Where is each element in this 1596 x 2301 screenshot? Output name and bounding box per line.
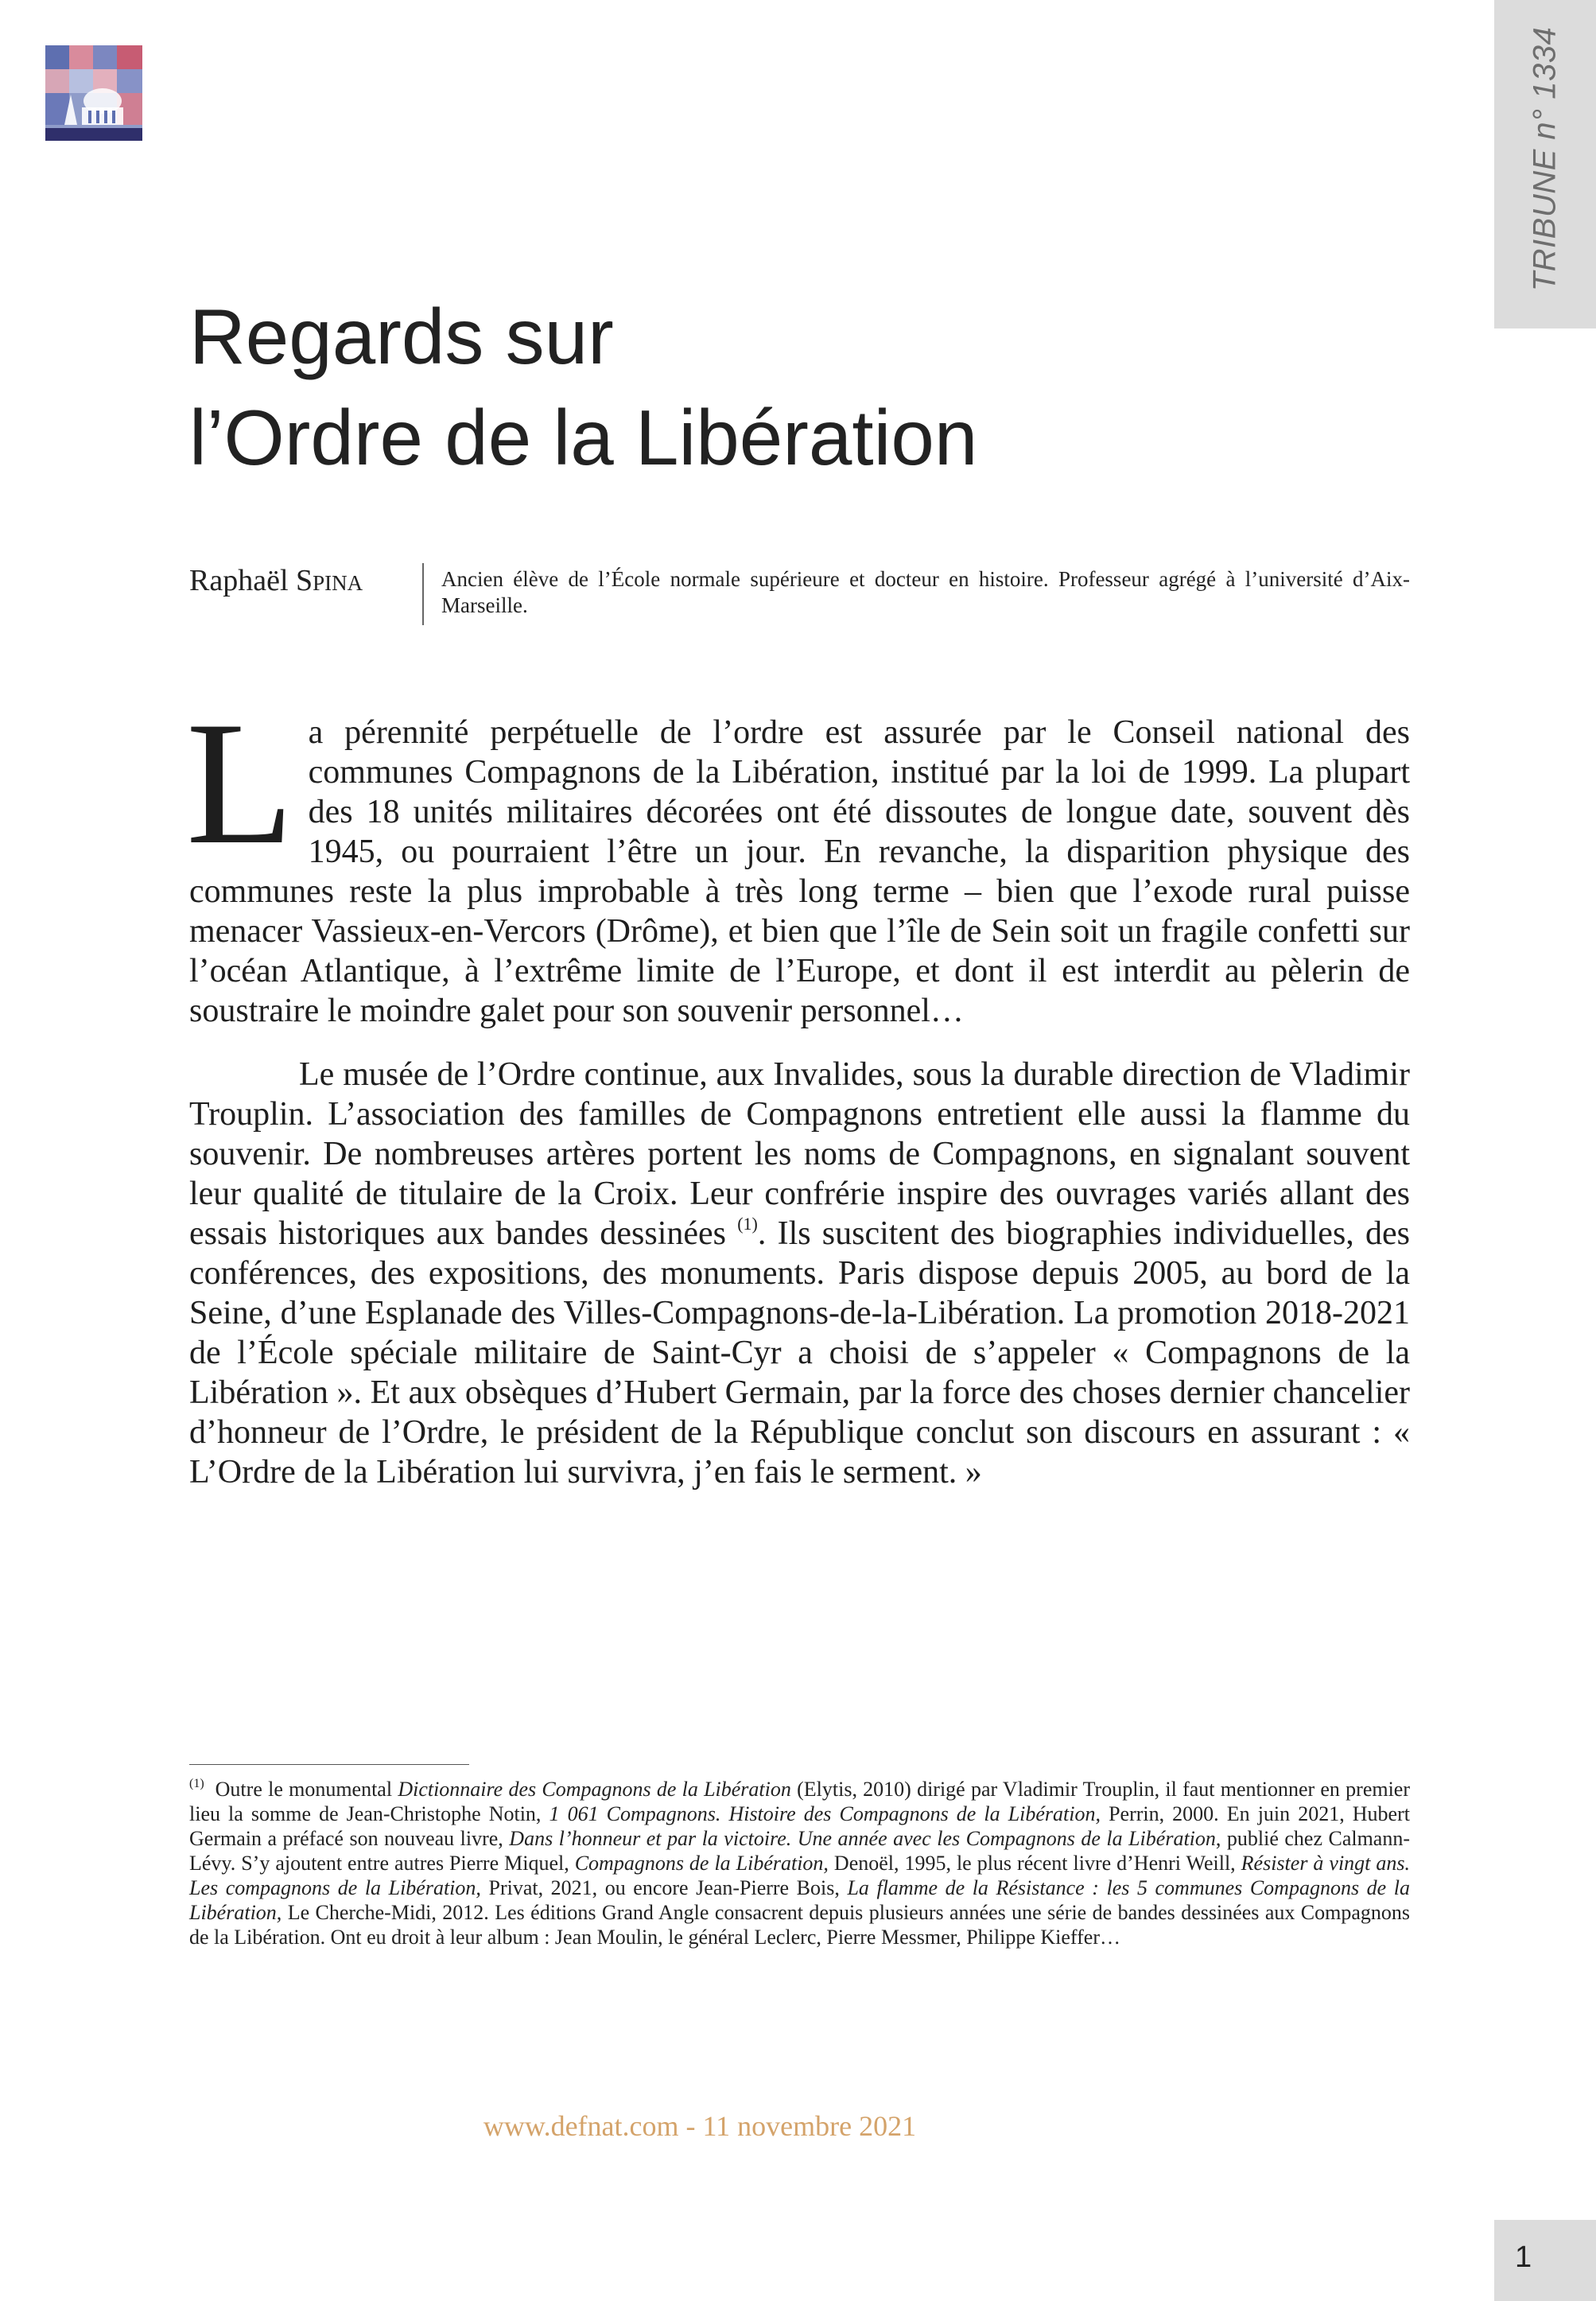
paragraph-2 [189,1055,1410,1492]
tribune-label: TRIBUNE n° 1334 [1527,26,1563,292]
author-name [189,563,363,598]
footnote-divider [189,1764,469,1765]
article-body [186,686,1410,1492]
site-footer[interactable]: www.defnat.com - 11 novembre 2021 [483,2110,917,2142]
logo-image [45,45,142,141]
footnote [189,1777,1410,1949]
fn-text-5: Denoël, 1995, le plus récent livre d’Henri Weill, [828,1852,1241,1875]
fn-title-4: Compagnons de la Libération, [574,1852,829,1875]
paragraph-1-text: a pérennité perpétuelle de l’ordre est assurée par le Conseil national des communes Compagnons de la Libération, institué par la loi de 1999. La plupart des 18 unités militaires décorées ont été dissoutes de longue date, souvent dès 1945, ou pourraient l’être un jour. En revanche, la disparition physique des communes reste la plus improbable à très long terme – bien que l’exode rural puisse menacer Vassieux-en-Vercors (Drôme), et bien que l’île de Sein soit un fragile confetti sur l’océan Atlantique, à l’extrême limite de l’Europe, et dont il est interdit au pèlerin de soustraire le moindre galet pour son souvenir personnel… [189,714,1410,1029]
fn-title-3: Dans l’honneur et par la victoire. Une année avec les Compagnons de la Libération [509,1827,1216,1850]
defnat-logo [45,45,142,141]
fn-title-2: 1 061 Compagnons. Histoire des Compagnons de la Libération, [549,1802,1101,1825]
footnote-ref[interactable]: (1) [737,1214,758,1234]
drop-cap: L [186,686,294,881]
page-number-box [1494,2220,1596,2301]
side-tab [1494,0,1596,328]
fn-title-6: La flamme de la Résistance : les 5 communes Compagnons de la Libération, [189,1876,1410,1924]
paragraph-2-text-b: . Ils suscitent des biographies individuelles, des conférences, des expositions, des monuments. Paris dispose depuis 2005, au bord de la Seine, d’une Esplanade des Villes-Compagnons-de-la-Libération. La promotion 2018-2021 de l’École spéciale militaire de Saint-Cyr a choisi de s’appeler « Compagnons de la Libération ». Et aux obsèques d’Hubert Germain, par la force des choses dernier chancelier d’honneur de l’Ordre, le président de la République conclut son discours en assurant : « L’Ordre de la Libération lui survivra, j’en fais le serment. » [189,1215,1410,1491]
paragraph-2-text-a: Le musée de l’Ordre continue, aux Invalides, sous la durable direction de Vladimir Trouplin. L’association des familles de Compagnons entretient elle aussi la flamme du souvenir. De nombreuses artères portent les noms de Compagnons, en signalant souvent leur qualité de titulaire de la Croix. Leur confrérie inspire des ouvrages variés allant des essais historiques aux bandes dessinées [189,1056,1410,1252]
fn-title-5: Résister à vingt ans. Les compagnons de la Libération, [189,1852,1410,1899]
title-line-2: l’Ordre de la Libération [189,394,978,481]
author-first-name: Raphaël [189,564,289,597]
author-block [189,563,1410,627]
fn-title-1: Dictionnaire des Compagnons de la Libération [398,1778,791,1801]
page-title [189,286,977,488]
page-number: 1 [1515,2241,1532,2274]
paragraph-1 [186,686,1410,1031]
fn-text-2: (Elytis, 2010) dirigé par Vladimir Trouplin, il faut mentionner en premier lieu la somme de Jean-Christophe Notin, [189,1778,1411,1825]
author-separator [422,563,424,625]
footnote-mark: (1) [189,1777,204,1790]
title-line-1: Regards sur [189,293,614,380]
fn-text-3: Perrin, 2000. En juin 2021, Hubert Germain a préfacé son nouveau livre, [189,1802,1410,1850]
author-last-name: Spina [296,564,363,597]
fn-text-1: Outre le monumental [215,1778,398,1801]
fn-text-7: Le Cherche-Midi, 2012. Les éditions Grand Angle consacrent depuis plusieurs années une série de bandes dessinées aux Compagnons de la Libération. Ont eu droit à leur album : Jean Moulin, le général Leclerc, Pierre Messmer, Philippe Kieffer… [189,1901,1410,1949]
fn-text-6: Privat, 2021, ou encore Jean-Pierre Bois, [480,1876,848,1899]
author-description: Ancien élève de l’École normale supérieure et docteur en histoire. Professeur agrégé à l’université d’Aix-Marseille. [441,567,1410,617]
fn-text-4: , publié chez Calmann-Lévy. S’y ajoutent entre autres Pierre Miquel, [189,1827,1411,1875]
footnote-1 [189,1777,1410,1949]
